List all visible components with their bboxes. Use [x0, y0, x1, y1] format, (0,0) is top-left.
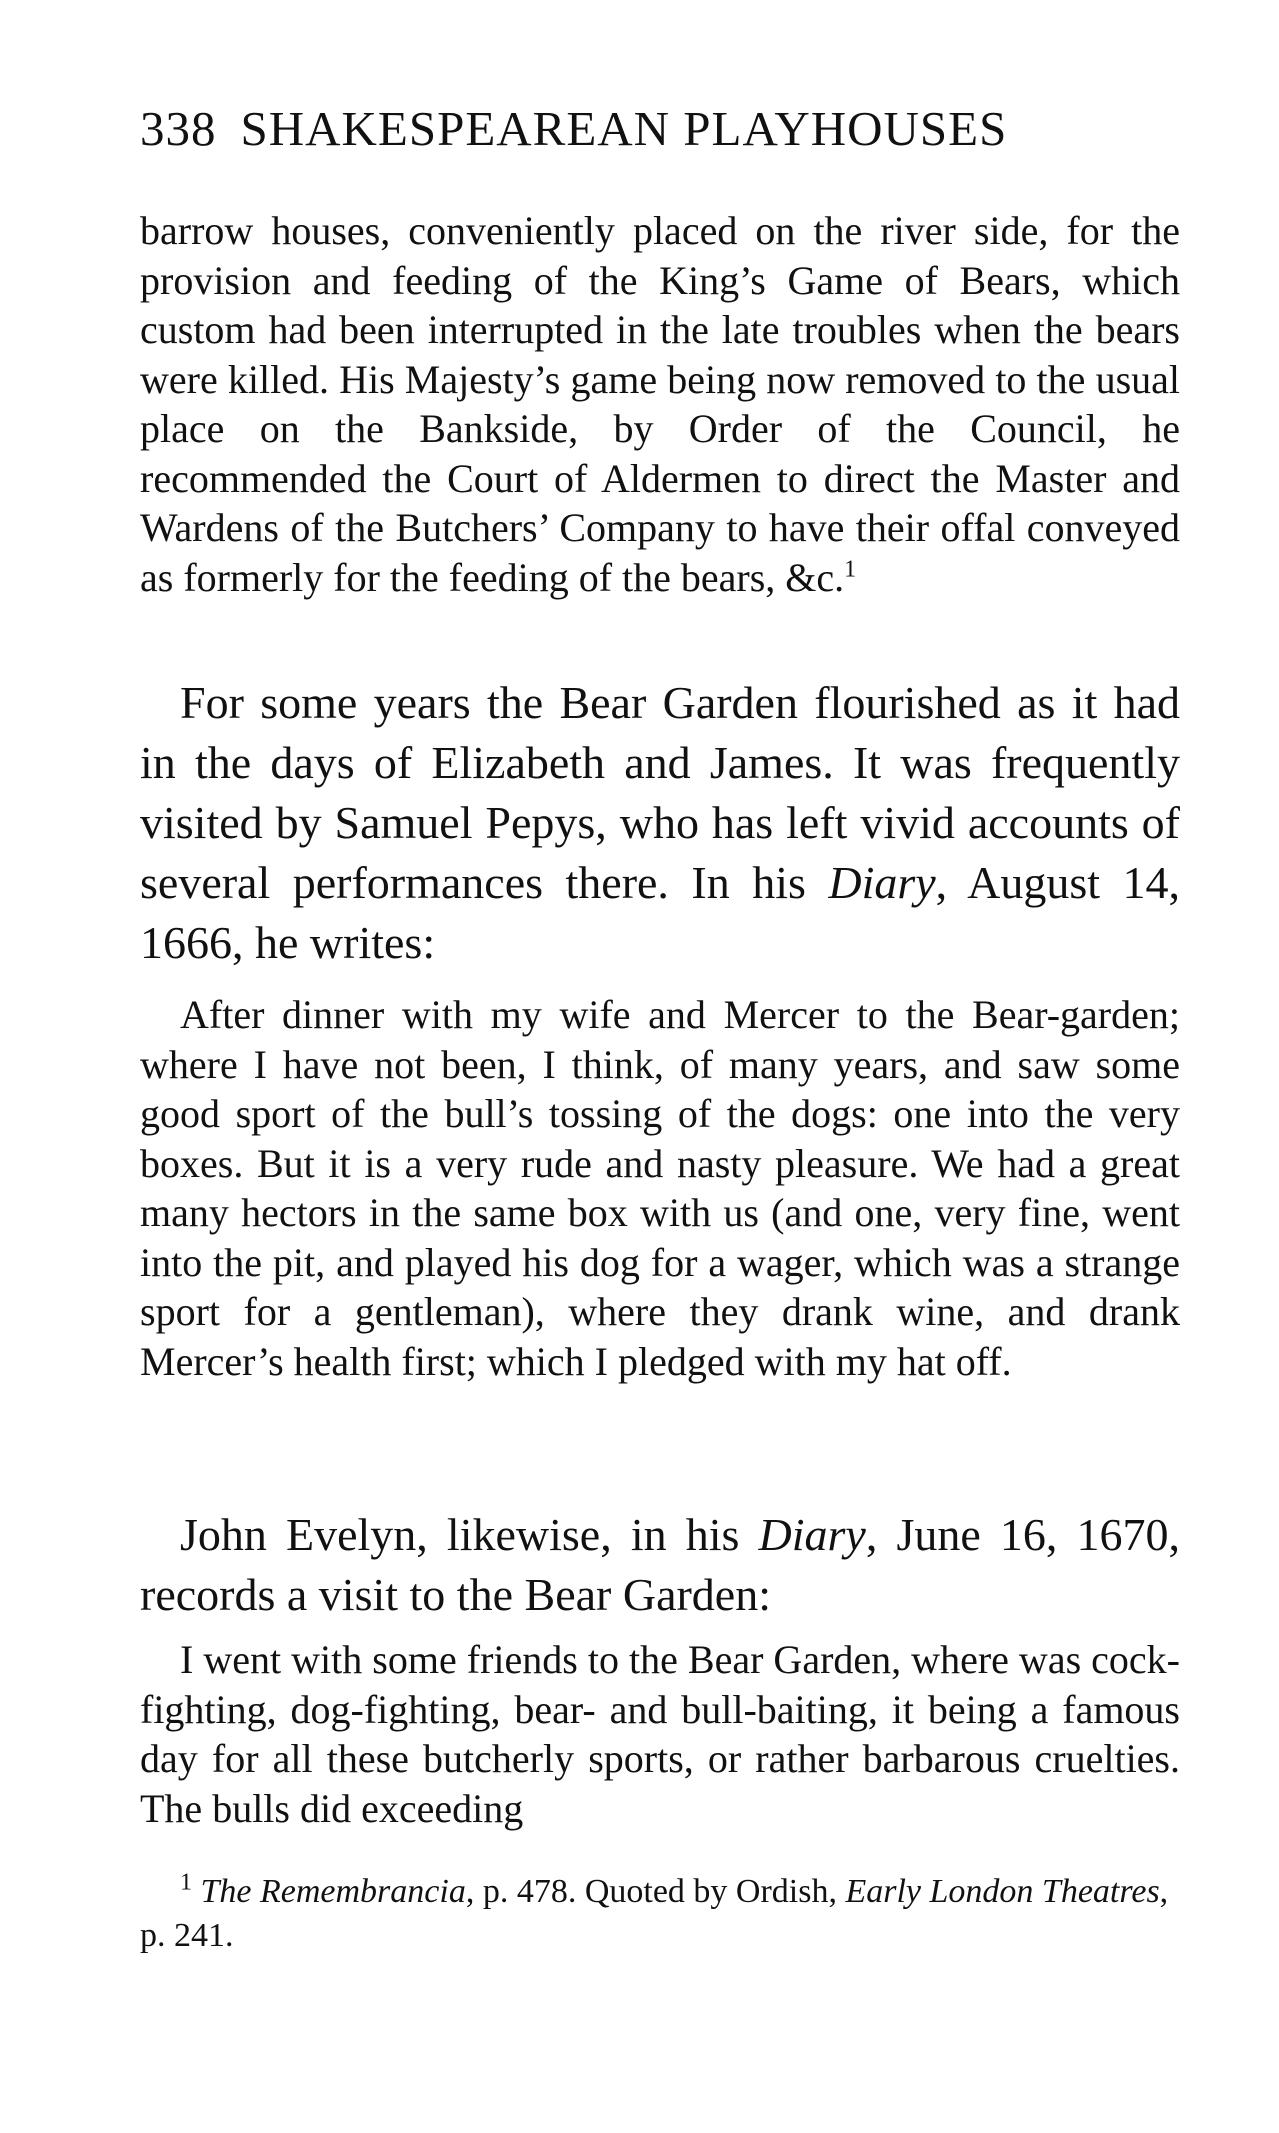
block-quote-pepys — [140, 990, 1180, 1386]
running-header — [140, 100, 1007, 157]
footnote-marker-wrap — [140, 1869, 192, 1910]
block-quote-evelyn — [140, 1635, 1180, 1833]
paragraph-continued — [140, 206, 1180, 602]
paragraph-pepys — [140, 673, 1180, 973]
footnote-reference: 1 — [844, 556, 857, 583]
footnote-text: , p. 478. Quoted by Ordish, — [465, 1873, 846, 1910]
quote-text: After dinner with my wife and Mercer to the Bear-garden; where I have not been, I think, of many years, and saw some good sport of the bull’s tossing of the dogs: one into the very boxes. But it is a very rude and nasty pleasure. We had a great many hectors in the same box with us (and one, very fine, went into the pit, and played his dog for a wager, which was a strange sport for a gentleman), where they drank wine, and drank Mercer’s health first; which I pledged with my hat off. — [140, 992, 1180, 1384]
page-number: 338 — [140, 101, 217, 156]
italic-title: Diary — [828, 857, 936, 908]
quote-text: I went with some friends to the Bear Garden, where was cock-fighting, dog-fighting, bear- and bull-baiting, it being a famous day for all these butcherly sports, or rather barbarous cruelties. The bulls did exceeding — [140, 1637, 1180, 1831]
footnote-marker: 1 — [180, 1869, 192, 1896]
footnote-source-title: The Remembrancia — [200, 1873, 466, 1910]
paragraph-text: , August 14, 1666, he writes: — [140, 857, 1180, 968]
italic-title: Diary — [758, 1509, 866, 1560]
paragraph-text: John Evelyn, likewise, in his — [180, 1509, 759, 1560]
paragraph-text: barrow houses, conveniently placed on the river side, for the provision and feeding of the King’s Game of Bears, which custom had been interrupted in the late troubles when the bears were killed. His Majesty’s game being now removed to the usual place on the Bankside, by Order of the Council, he recommended the Court of Aldermen to direct the Master and Wardens of the Butchers’ Company to have their offal conveyed as formerly for the feeding of the bears, &c. — [140, 208, 1180, 600]
paragraph-evelyn — [140, 1505, 1180, 1625]
footnote — [140, 1870, 1180, 1958]
paragraph-text: For some years the Bear Garden flourished as it had in the days of Elizabeth and James. It was frequently visited by Samuel Pepys, who has left vivid accounts of several performances there. In his — [140, 677, 1180, 908]
footnote-text: , p. 241. — [140, 1873, 1169, 1954]
paragraph-text: , June 16, 1670, records a visit to the Bear Garden: — [140, 1509, 1180, 1620]
footnote-work-title: Early London Theatres — [845, 1873, 1160, 1910]
running-title: SHAKESPEAREAN PLAYHOUSES — [240, 101, 1008, 156]
